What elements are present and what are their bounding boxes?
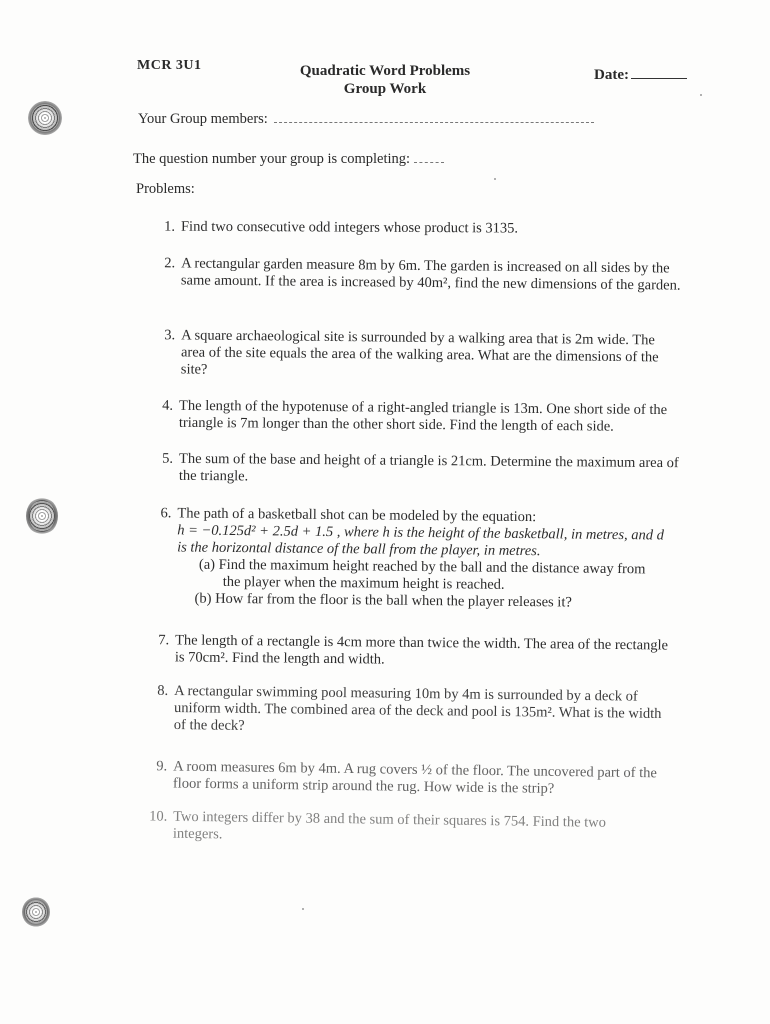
- problem-7: [158, 632, 675, 671]
- group-members-field: [138, 110, 594, 128]
- part-b: [194, 591, 671, 613]
- problem-number: 9.: [156, 758, 168, 775]
- problem-intro: The path of a basketball shot can be modeled by the equation:: [177, 505, 537, 526]
- problem-6: [160, 505, 672, 612]
- problem-number: 5.: [162, 450, 174, 467]
- course-code: MCR 3U1: [137, 58, 202, 73]
- group-members-label: Your Group members:: [138, 111, 268, 127]
- title-line-1: Quadratic Word Problems: [299, 63, 471, 79]
- problem-number: 10.: [149, 808, 168, 825]
- problem-9: [156, 758, 668, 800]
- problem-number: 1.: [164, 218, 176, 235]
- title-line-2: Group Work: [343, 81, 427, 97]
- part-a: [199, 557, 672, 596]
- group-members-blank[interactable]: [274, 110, 594, 123]
- date-field: [594, 66, 687, 84]
- problem-number: 3.: [164, 327, 176, 344]
- question-number-field: [133, 150, 444, 168]
- problem-text: A room measures 6m by 4m. A rug covers ½ of the floor. The uncovered part of the floor forms a uniform strip around the rug. How wide is the strip?: [172, 758, 657, 797]
- problem-2: [164, 255, 681, 294]
- problem-1: [164, 218, 661, 239]
- part-a-label: (a): [198, 556, 216, 573]
- part-b-label: (b): [194, 590, 212, 607]
- problem-equation: h = −0.125d² + 2.5d + 1.5 , where h is the height of the basketball, in metres, and d is the horizontal distance of the ball from the player, in metres.: [177, 522, 664, 560]
- question-number-label: The question number your group is completing:: [133, 151, 411, 167]
- scan-speck: [700, 94, 702, 96]
- problem-text: Find two consecutive odd integers whose product is 3135.: [180, 218, 519, 237]
- problem-number: 2.: [164, 255, 176, 272]
- date-blank[interactable]: [631, 66, 687, 79]
- problem-3: [164, 327, 682, 383]
- problem-text: The sum of the base and height of a triangle is 21cm. Determine the maximum area of the triangle.: [178, 450, 679, 485]
- problem-number: 4.: [162, 397, 174, 414]
- problem-text: Two integers differ by 38 and the sum of their squares is 754. Find the two integers.: [172, 808, 607, 843]
- problem-text: The length of a rectangle is 4cm more than twice the width. The area of the rectangle is 70cm². Find the length and width.: [174, 632, 669, 668]
- hole-punch-mark: [28, 101, 62, 135]
- date-label: Date:: [594, 67, 629, 83]
- scan-speck: [494, 178, 496, 180]
- problem-number: 6.: [160, 505, 172, 522]
- problem-text: The length of the hypotenuse of a right-angled triangle is 13m. One short side of the triangle is 7m longer than the other short side. Find the length of each side.: [178, 397, 668, 435]
- problem-4: [162, 397, 679, 436]
- problem-10: [149, 808, 643, 850]
- problems-heading: Problems:: [136, 181, 195, 197]
- problem-5: [162, 450, 679, 489]
- problem-number: 8.: [157, 682, 169, 699]
- part-a-continuation: the player when the maximum height is reached.: [222, 573, 505, 593]
- problem-text: A rectangular swimming pool measuring 10m by 4m is surrounded by a deck of uniform width. The combined area of the deck and pool is 135m². What is the width of the deck?: [173, 683, 662, 734]
- scan-speck: [302, 908, 304, 910]
- hole-punch-mark: [22, 897, 50, 927]
- worksheet-title: [280, 62, 490, 98]
- part-a-text: Find the maximum height reached by the ball and the distance away from: [218, 556, 646, 578]
- part-b-text: How far from the floor is the ball when the player releases it?: [215, 590, 572, 611]
- problem-text: A square archaeological site is surrounded by a walking area that is 2m wide. The area of the site equals the area of the walking area. What are the dimensions of the site?: [180, 327, 659, 378]
- problem-number: 7.: [158, 632, 170, 649]
- problem-text: A rectangular garden measure 8m by 6m. The garden is increased on all sides by the same amount. If the area is increased by 40m², find the new dimensions of the garden.: [180, 255, 681, 294]
- question-number-blank[interactable]: [414, 150, 444, 163]
- problem-8: [157, 682, 665, 740]
- hole-punch-mark: [26, 497, 58, 535]
